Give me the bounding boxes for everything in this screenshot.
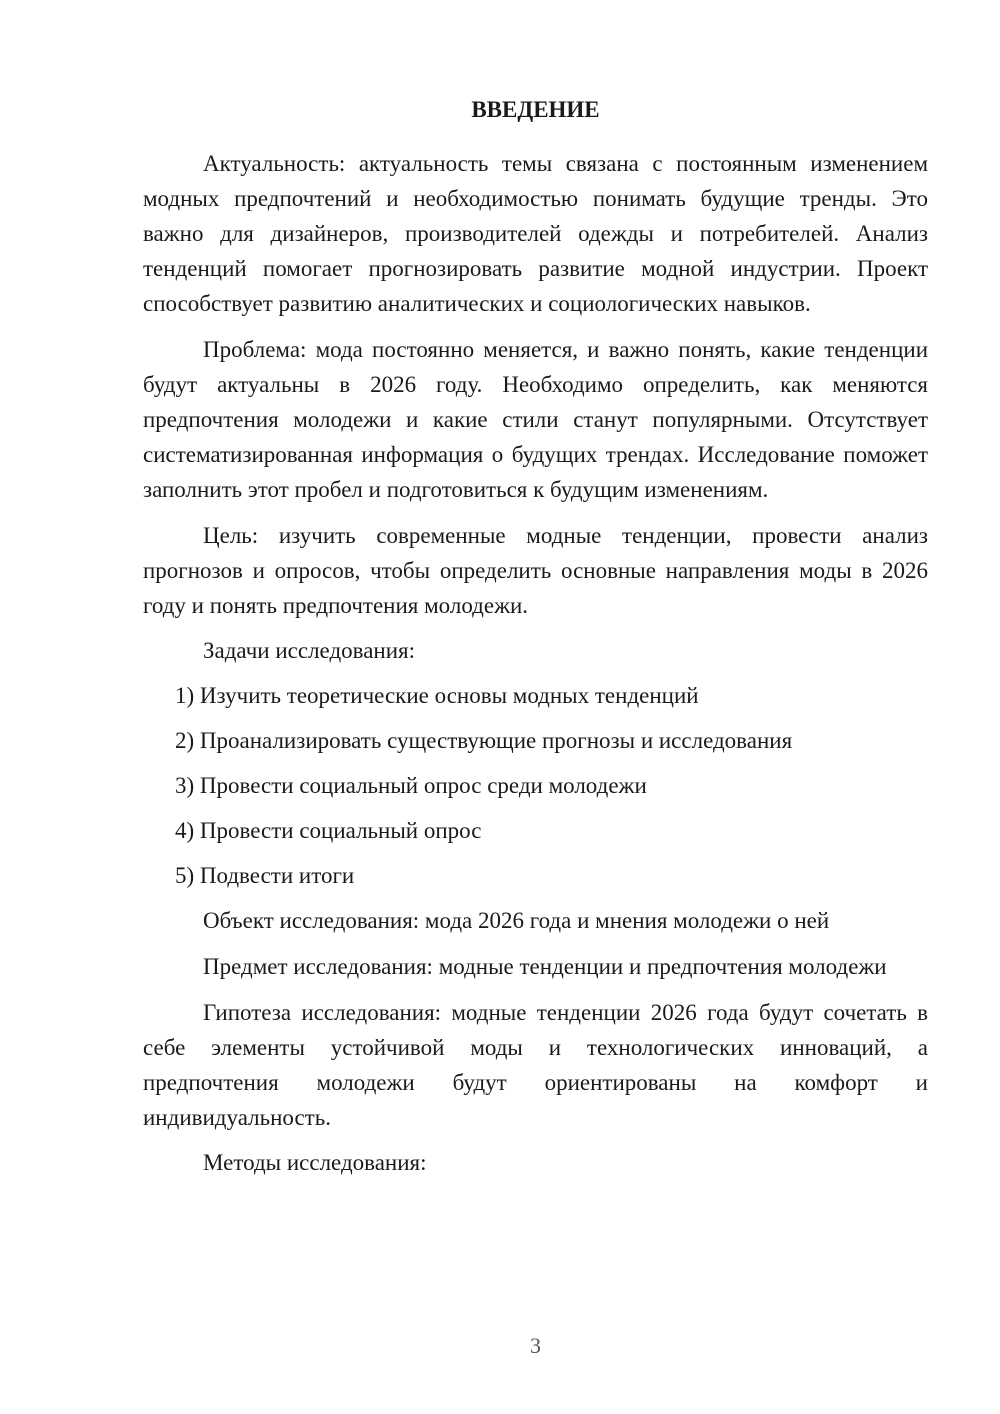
problem-paragraph: Проблема: мода постоянно меняется, и важно понять, какие тенденции будут актуальны в 2026 году. Необходимо определить, как меняются предпочтения молодежи и какие стили станут популярными. Отсутствует систематизированная информация о будущих трендах. Исследование поможет заполнить этот пробел и подготовиться к будущим изменениям. xyxy=(143,337,928,502)
tasks-list xyxy=(143,678,928,893)
list-item: 3) Провести социальный опрос среди молодежи xyxy=(175,773,647,798)
subject-paragraph: Предмет исследования: модные тенденции и предпочтения молодежи xyxy=(203,954,887,979)
tasks-heading: Задачи исследования: xyxy=(203,638,416,663)
list-item: 2) Проанализировать существующие прогнозы и исследования xyxy=(175,728,793,753)
list-item: 4) Провести социальный опрос xyxy=(175,818,482,843)
object-paragraph: Объект исследования: мода 2026 года и мнения молодежи о ней xyxy=(203,908,830,933)
hypothesis-paragraph: Гипотеза исследования: модные тенденции 2026 года будут сочетать в себе элементы устойчивой моды и технологических инноваций, а предпочтения молодежи будут ориентированы на комфорт и индивидуальность. xyxy=(143,1000,928,1130)
relevance-paragraph: Актуальность: актуальность темы связана с постоянным изменением модных предпочтений и необходимостью понимать будущие тренды. Это важно для дизайнеров, производителей одежды и потребителей. Анализ тенденций помогает прогнозировать развитие модной индустрии. Проект способствует развитию аналитических и социологических навыков. xyxy=(143,151,928,316)
list-item: 1) Изучить теоретические основы модных тенденций xyxy=(175,683,699,708)
page-title: ВВЕДЕНИЕ xyxy=(471,97,600,122)
page-number: 3 xyxy=(530,1333,541,1358)
methods-heading: Методы исследования: xyxy=(203,1150,427,1175)
document-page xyxy=(143,92,928,1180)
list-item: 5) Подвести итоги xyxy=(175,863,355,888)
goal-paragraph: Цель: изучить современные модные тенденции, провести анализ прогнозов и опросов, чтобы определить основные направления моды в 2026 году и понять предпочтения молодежи. xyxy=(143,523,928,618)
